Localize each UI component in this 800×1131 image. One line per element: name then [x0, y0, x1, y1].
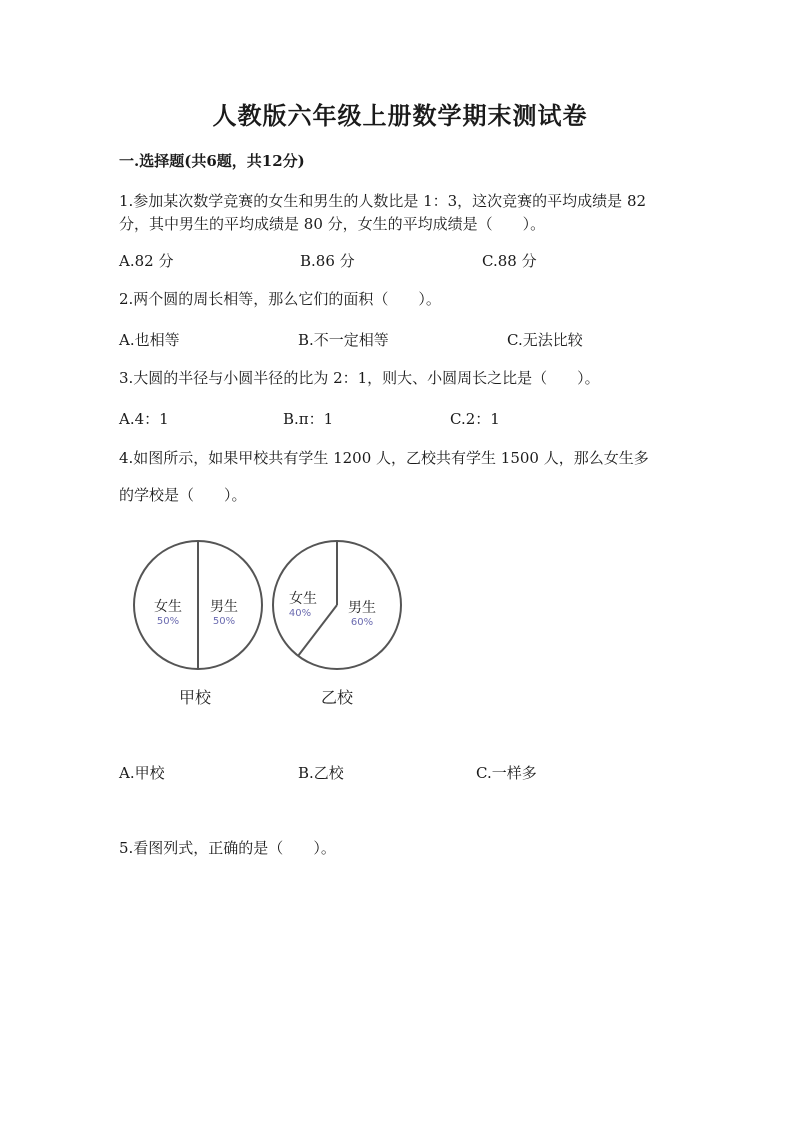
- pie-b-boys-value: 60%: [350, 617, 374, 628]
- pie-a-girls-label: 女生: [154, 599, 182, 615]
- question-1-line-2: 分，其中男生的平均成绩是 80 分，女生的平均成绩是（ ）。: [119, 215, 546, 233]
- section-heading: 一.选择题(共6题，共12分): [119, 152, 305, 170]
- question-1-line-1: 1.参加某次数学竞赛的女生和男生的人数比是 1：3，这次竞赛的平均成绩是 82: [119, 192, 647, 210]
- question-5-line-1: 5.看图列式，正确的是（ ）。: [119, 839, 336, 857]
- question-2-option-b[interactable]: B.不一定相等: [298, 331, 389, 349]
- question-4-option-c[interactable]: C.一样多: [476, 764, 537, 782]
- question-1-option-c[interactable]: C.88 分: [482, 252, 537, 270]
- pie-a-boys-value: 50%: [212, 616, 236, 627]
- question-3-line-1: 3.大圆的半径与小圆半径的比为 2：1，则大、小圆周长之比是（ ）。: [119, 369, 600, 387]
- pie-a-girls-value: 50%: [156, 616, 180, 627]
- question-1-option-b[interactable]: B.86 分: [300, 252, 355, 270]
- question-4-option-a[interactable]: A.甲校: [119, 764, 165, 782]
- pie-a-boys-label: 男生: [210, 599, 238, 615]
- question-2-line-1: 2.两个圆的周长相等，那么它们的面积（ ）。: [119, 290, 441, 308]
- question-3-option-c[interactable]: C.2：1: [450, 410, 500, 428]
- question-1-option-a[interactable]: A.82 分: [119, 252, 174, 270]
- question-3-option-b[interactable]: B.π：1: [283, 410, 334, 428]
- question-3-option-a[interactable]: A.4：1: [119, 410, 169, 428]
- question-4-option-b[interactable]: B.乙校: [298, 764, 344, 782]
- pie-b-title: 乙校: [320, 688, 354, 707]
- pie-b-boys-label: 男生: [348, 600, 376, 616]
- pie-b-girls-label: 女生: [289, 591, 317, 607]
- page-title: 人教版六年级上册数学期末测试卷: [212, 101, 588, 130]
- question-4-line-2: 的学校是（ ）。: [119, 486, 247, 504]
- pie-charts-figure: [120, 540, 420, 720]
- pie-a-title: 甲校: [178, 688, 212, 707]
- question-4-line-1: 4.如图所示，如果甲校共有学生 1200 人，乙校共有学生 1500 人，那么女生多: [119, 449, 649, 467]
- question-2-option-c[interactable]: C.无法比较: [507, 331, 583, 349]
- question-2-option-a[interactable]: A.也相等: [119, 331, 180, 349]
- pie-b-girls-value: 40%: [288, 608, 312, 619]
